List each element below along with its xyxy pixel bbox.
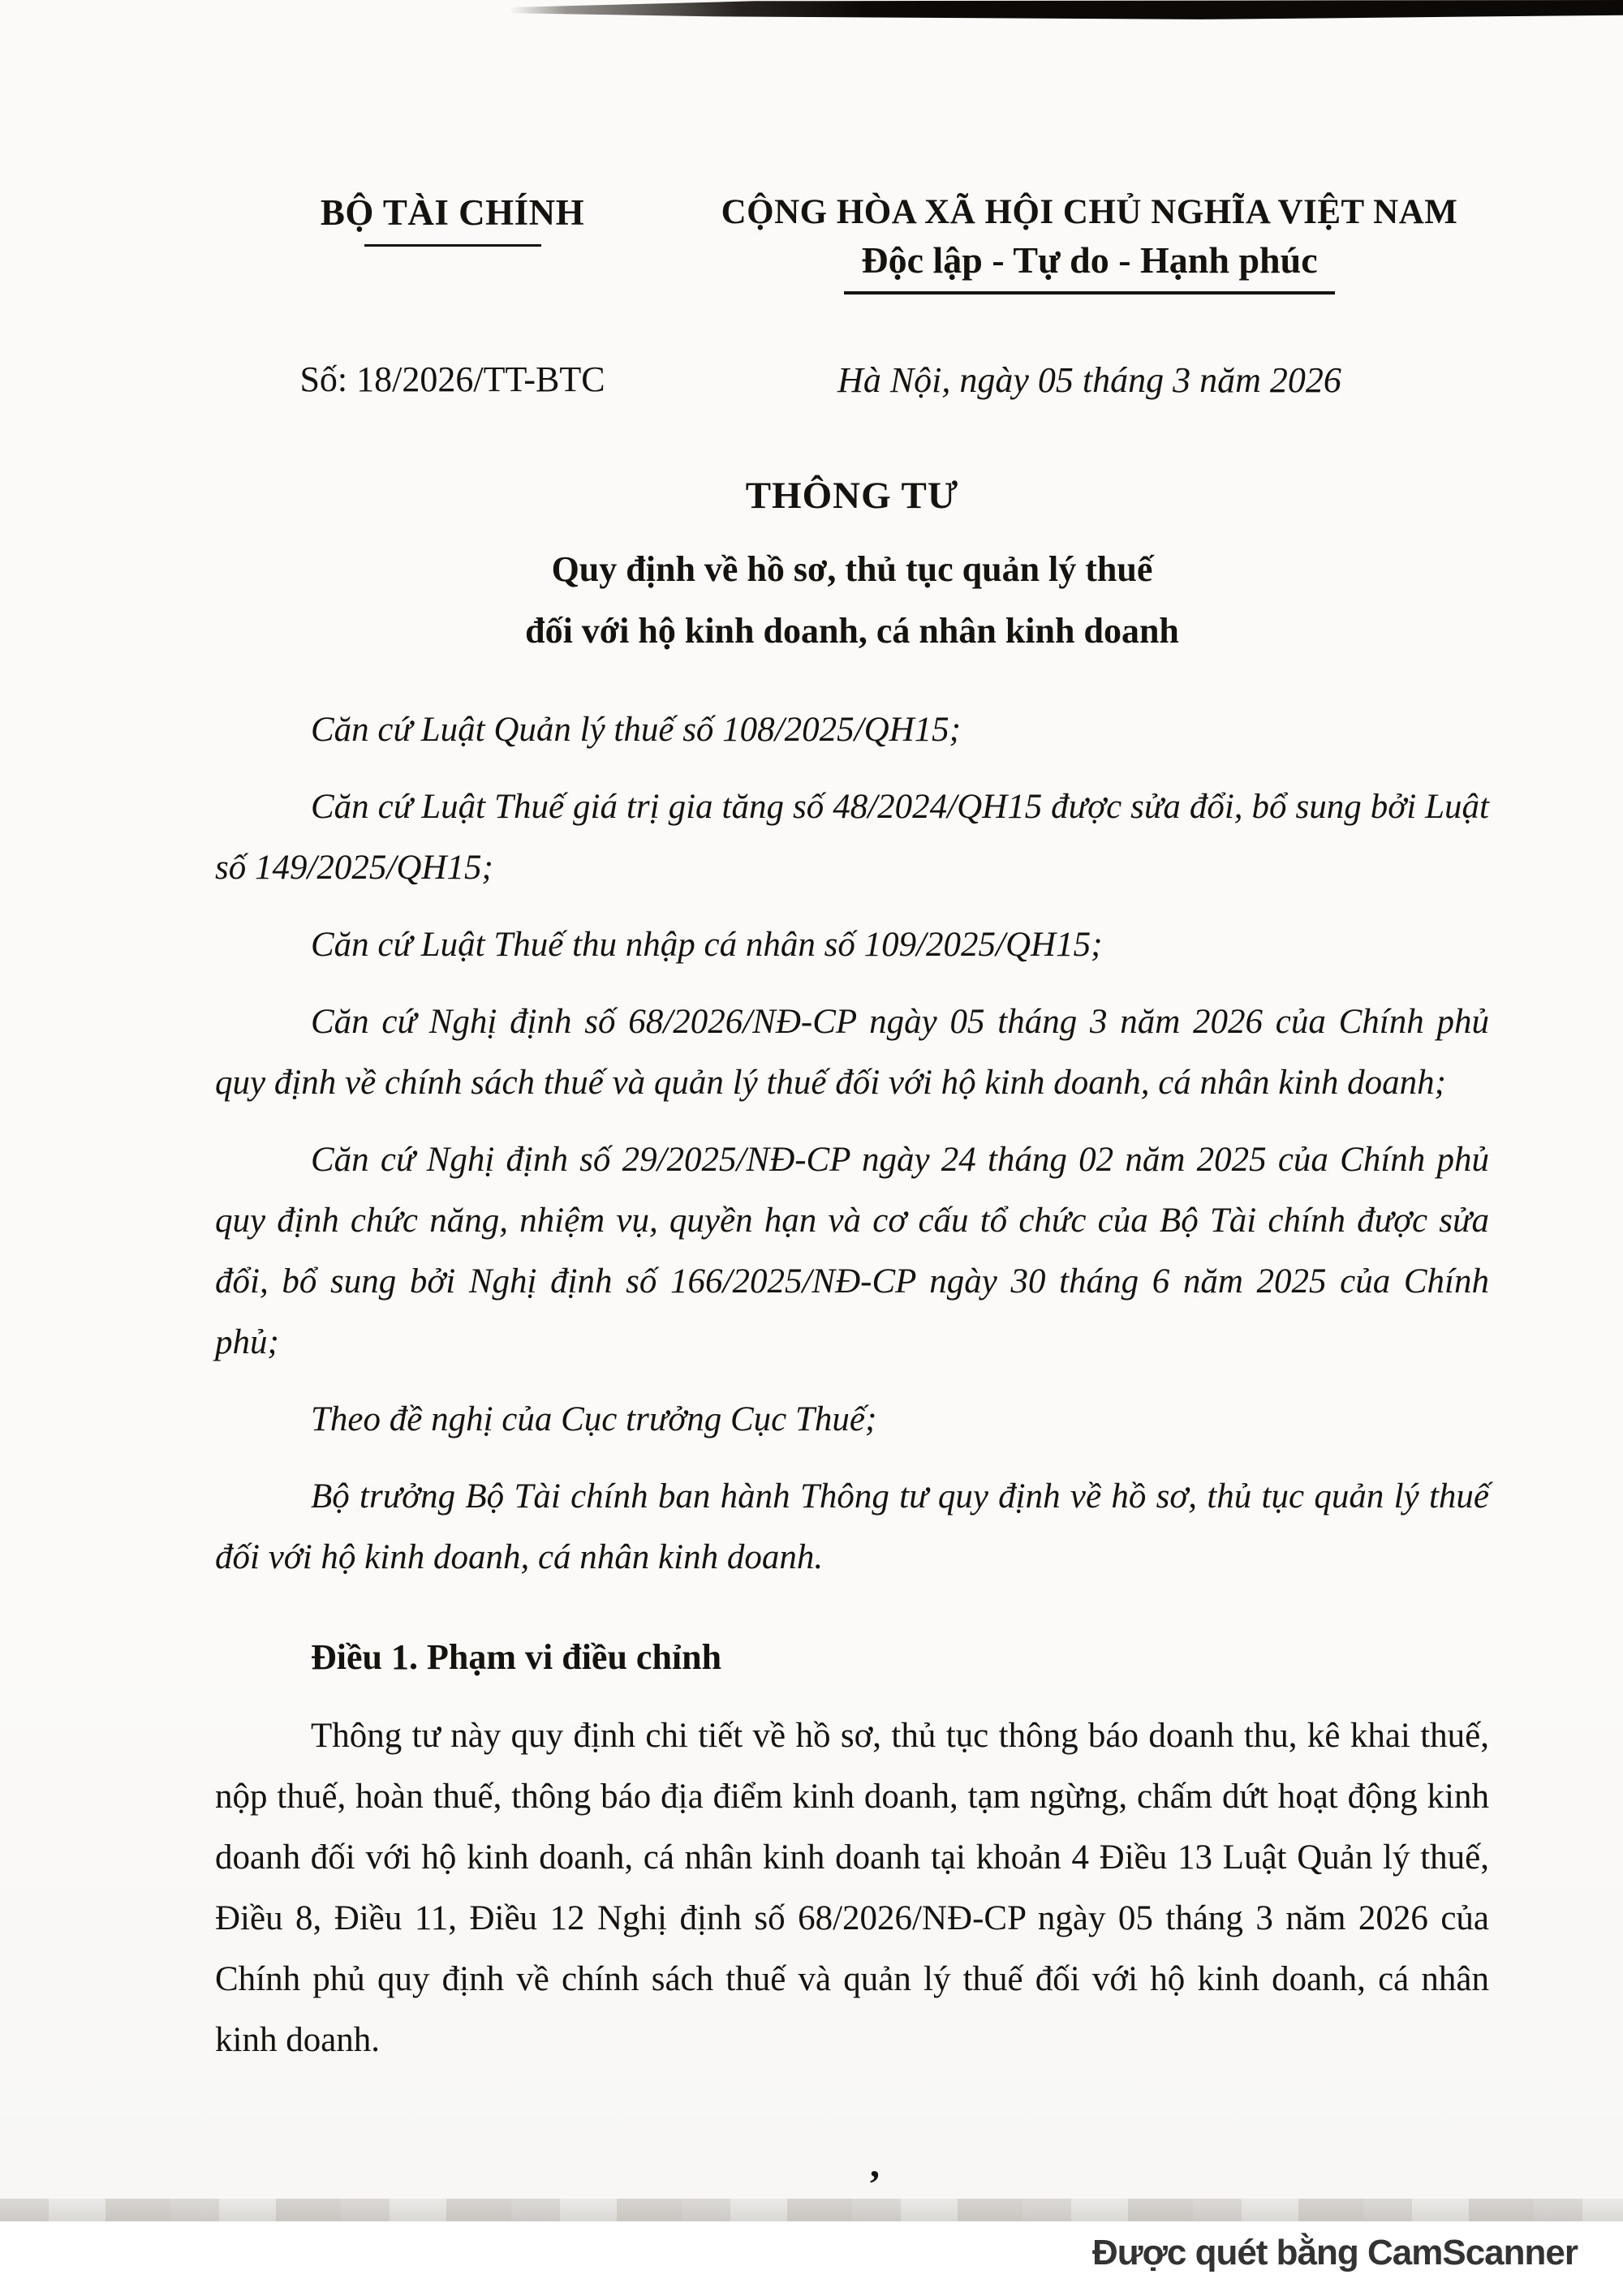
preamble-paragraph: Bộ trưởng Bộ Tài chính ban hành Thông tư quy định về hồ sơ, thủ tục quản lý thuế đối với hộ kinh doanh, cá nhân kinh doanh. <box>215 1477 1489 1577</box>
motto-underline <box>844 291 1335 295</box>
preamble-paragraph: Căn cứ Nghị định số 29/2025/NĐ-CP ngày 24 tháng 02 năm 2025 của Chính phủ quy định chức năng, nhiệm vụ, quyền hạn và cơ cấu tổ chức của Bộ Tài chính được sửa đổi, bổ sung bởi Nghị định số 166/2025/NĐ-CP ngày 30 tháng 6 năm 2025 của Chính phủ; <box>215 1141 1489 1362</box>
legal-preamble <box>215 699 1489 1588</box>
preamble-paragraph: Căn cứ Luật Quản lý thuế số 108/2025/QH15; <box>311 711 962 750</box>
document-type-title: THÔNG TƯ <box>745 475 959 518</box>
national-title: CỘNG HÒA XÃ HỘI CHỦ NGHĨA VIỆT NAM <box>721 193 1458 231</box>
document-header <box>215 193 1489 401</box>
scan-footer-band <box>0 2221 1623 2296</box>
agency-underline <box>364 244 541 247</box>
preamble-paragraph: Căn cứ Luật Thuế thu nhập cá nhân số 109/2025/QH15; <box>311 926 1103 965</box>
document-title-block <box>215 474 1489 662</box>
camscanner-watermark: Được quét bằng CamScanner <box>1091 2233 1578 2272</box>
place-and-date: Hà Nội, ngày 05 tháng 3 năm 2026 <box>837 360 1341 401</box>
document-subject <box>215 539 1489 662</box>
national-motto: Độc lập - Tự do - Hạnh phúc <box>861 239 1318 282</box>
subject-line-2: đối với hộ kinh doanh, cá nhân kinh doanh <box>525 611 1179 651</box>
paper-bottom-edge-shadow <box>0 2199 1623 2221</box>
document-content <box>215 0 1489 2087</box>
document-number: Số: 18/2026/TT-BTC <box>299 359 605 399</box>
preamble-paragraph: Theo đề nghị của Cục trưởng Cục Thuế; <box>311 1400 877 1439</box>
article-1-section <box>215 1627 1489 2070</box>
ink-speck-artifact: , <box>870 2143 880 2186</box>
issuing-agency-block <box>215 193 690 401</box>
preamble-paragraph: Căn cứ Luật Thuế giá trị gia tăng số 48/2024/QH15 được sửa đổi, bổ sung bởi Luật số 149/2025/QH15; <box>215 788 1489 888</box>
subject-line-1: Quy định về hồ sơ, thủ tục quản lý thuế <box>551 549 1153 590</box>
article-1-heading: Điều 1. Phạm vi điều chỉnh <box>311 1637 722 1678</box>
issuing-agency-name: BỘ TÀI CHÍNH <box>320 192 585 233</box>
preamble-paragraph: Căn cứ Nghị định số 68/2026/NĐ-CP ngày 05 tháng 3 năm 2026 của Chính phủ quy định về chính sách thuế và quản lý thuế đối với hộ kinh doanh, cá nhân kinh doanh; <box>215 1003 1489 1103</box>
national-header-block <box>690 193 1489 401</box>
article-1-body: Thông tư này quy định chi tiết về hồ sơ, thủ tục thông báo doanh thu, kê khai thuế, nộp thuế, hoàn thuế, thông báo địa điểm kinh doanh, tạm ngừng, chấm dứt hoạt động kinh doanh đối với hộ kinh doanh, cá nhân kinh doanh tại khoản 4 Điều 13 Luật Quản lý thuế, Điều 8, Điều 11, Điều 12 Nghị định số 68/2026/NĐ-CP ngày 05 tháng 3 năm 2026 của Chính phủ quy định về chính sách thuế và quản lý thuế đối với hộ kinh doanh, cá nhân kinh doanh. <box>215 1717 1489 2060</box>
